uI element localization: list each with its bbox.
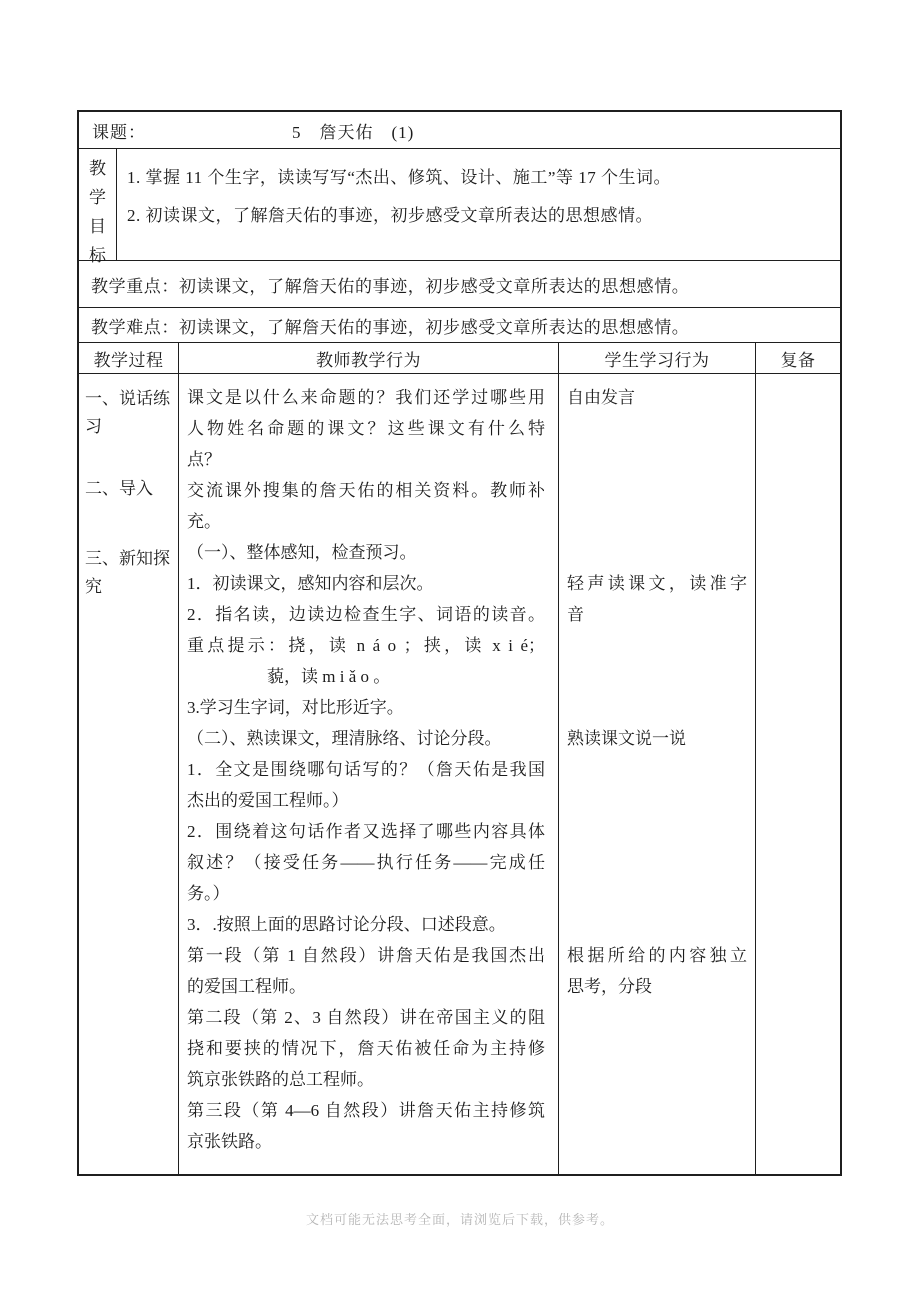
objectives-content — [117, 149, 840, 260]
teacher-line: 第三段（第 4—6 自然段）讲詹天佑主持修筑 — [187, 1101, 545, 1120]
teacher-line: 第一段（第 1 自然段）讲詹天佑是我国杰出 — [187, 946, 545, 965]
process-step-line: 究 — [85, 577, 102, 596]
header-teacher-activity: 教师教学行为 — [179, 343, 559, 373]
process-step-line: 一、说话练 — [85, 389, 170, 408]
objectives-label-char: 学 — [89, 188, 106, 207]
process-step-1 — [85, 385, 177, 441]
student-note-line: 熟读课文说一说 — [567, 729, 686, 748]
teacher-line: 藐，读 m i ǎ o 。 — [267, 667, 391, 686]
student-note-line: 轻声读课文，读准字 — [567, 574, 747, 593]
process-step-line: 习 — [85, 417, 102, 436]
teacher-line: 筑京张铁路的总工程师。 — [187, 1070, 374, 1089]
teacher-line: 重点提示：挠，读 n á o ；挟，读 x i é； — [187, 636, 545, 655]
teacher-line: 点？ — [187, 450, 221, 469]
table-body-row — [79, 374, 840, 1174]
lesson-title: 5 詹天佑 (1) — [292, 122, 415, 142]
student-note-1 — [567, 382, 747, 413]
teacher-line: 人物姓名命题的课文？这些课文有什么特 — [187, 419, 545, 438]
student-note-line: 音 — [567, 605, 584, 624]
process-step-line: 三、新知探 — [85, 549, 170, 568]
student-note-4 — [567, 940, 747, 1002]
student-note-line: 根据所给的内容独立 — [567, 946, 747, 965]
teacher-line: 3.学习生字词，对比形近字。 — [187, 698, 404, 717]
teacher-line: 课文是以什么来命题的？我们还学过哪些用 — [187, 388, 545, 407]
teacher-line: 京张铁路。 — [187, 1132, 272, 1151]
lesson-plan-table — [77, 110, 842, 1176]
teacher-line: 充。 — [187, 512, 221, 531]
teacher-activity-column — [179, 374, 559, 1174]
process-step-3 — [85, 545, 177, 601]
column-header-row — [79, 343, 840, 374]
header-student-activity: 学生学习行为 — [559, 343, 756, 373]
teacher-line: 1．全文是围绕哪句话写的？（詹天佑是我国 — [187, 760, 545, 779]
process-column — [79, 374, 179, 1174]
objectives-row — [79, 149, 840, 265]
review-column — [756, 374, 840, 1174]
student-note-line: 自由发言 — [567, 388, 635, 407]
teacher-line: 叙述？（接受任务——执行任务——完成任 — [187, 853, 545, 872]
objectives-label — [79, 149, 117, 265]
objectives-label-char: 目 — [89, 217, 106, 236]
teacher-line: 1．初读课文，感知内容和层次。 — [187, 574, 434, 593]
title-label: 课题： — [92, 122, 146, 142]
student-note-line: 思考，分段 — [567, 977, 652, 996]
teacher-line: 杰出的爱国工程师。） — [187, 791, 349, 810]
teacher-line: 3．.按照上面的思路讨论分段、口述段意。 — [187, 915, 506, 934]
objectives-label-char: 教 — [89, 159, 106, 178]
student-note-2 — [567, 568, 747, 630]
key-point-text: 教学重点：初读课文，了解詹天佑的事迹，初步感受文章所表达的思想感情。 — [91, 276, 690, 296]
header-process: 教学过程 — [79, 343, 179, 373]
watermark-text: 文档可能无法思考全面，请浏览后下载，供参考。 — [305, 1212, 614, 1227]
teacher-line: 的爱国工程师。 — [187, 977, 306, 996]
teacher-line: （二）、熟读课文，理清脉络、讨论分段。 — [187, 729, 502, 748]
process-step-line: 二、导入 — [85, 479, 153, 498]
title-row — [79, 112, 840, 149]
teacher-line: 2．围绕着这句话作者又选择了哪些内容具体 — [187, 822, 545, 841]
difficult-point-text: 教学难点：初读课文，了解詹天佑的事迹，初步感受文章所表达的思想感情。 — [91, 317, 690, 337]
process-step-2 — [85, 475, 177, 503]
teacher-line: 交流课外搜集的詹天佑的相关资料。教师补 — [187, 481, 545, 500]
key-point-row — [79, 261, 840, 308]
teacher-line: 第二段（第 2、3 自然段）讲在帝国主义的阻 — [187, 1008, 545, 1027]
teacher-line: （一）、整体感知，检查预习。 — [187, 543, 417, 562]
student-activity-column — [559, 374, 756, 1174]
objectives-label-char: 标 — [89, 246, 106, 265]
teacher-line: 2．指名读，边读边检查生字、词语的读音。 — [187, 605, 545, 624]
header-review: 复备 — [780, 350, 816, 370]
teacher-line: 挠和要挟的情况下，詹天佑被任命为主持修 — [187, 1039, 545, 1058]
difficult-point-row — [79, 308, 840, 343]
objective-item: 1. 掌握 11 个生字，读读写写“杰出、修筑、设计、施工”等 17 个生词。 — [127, 168, 671, 187]
teacher-line: 务。） — [187, 884, 230, 903]
student-note-3 — [567, 723, 747, 754]
objective-item: 2. 初读课文，了解詹天佑的事迹，初步感受文章所表达的思想感情。 — [127, 205, 653, 225]
